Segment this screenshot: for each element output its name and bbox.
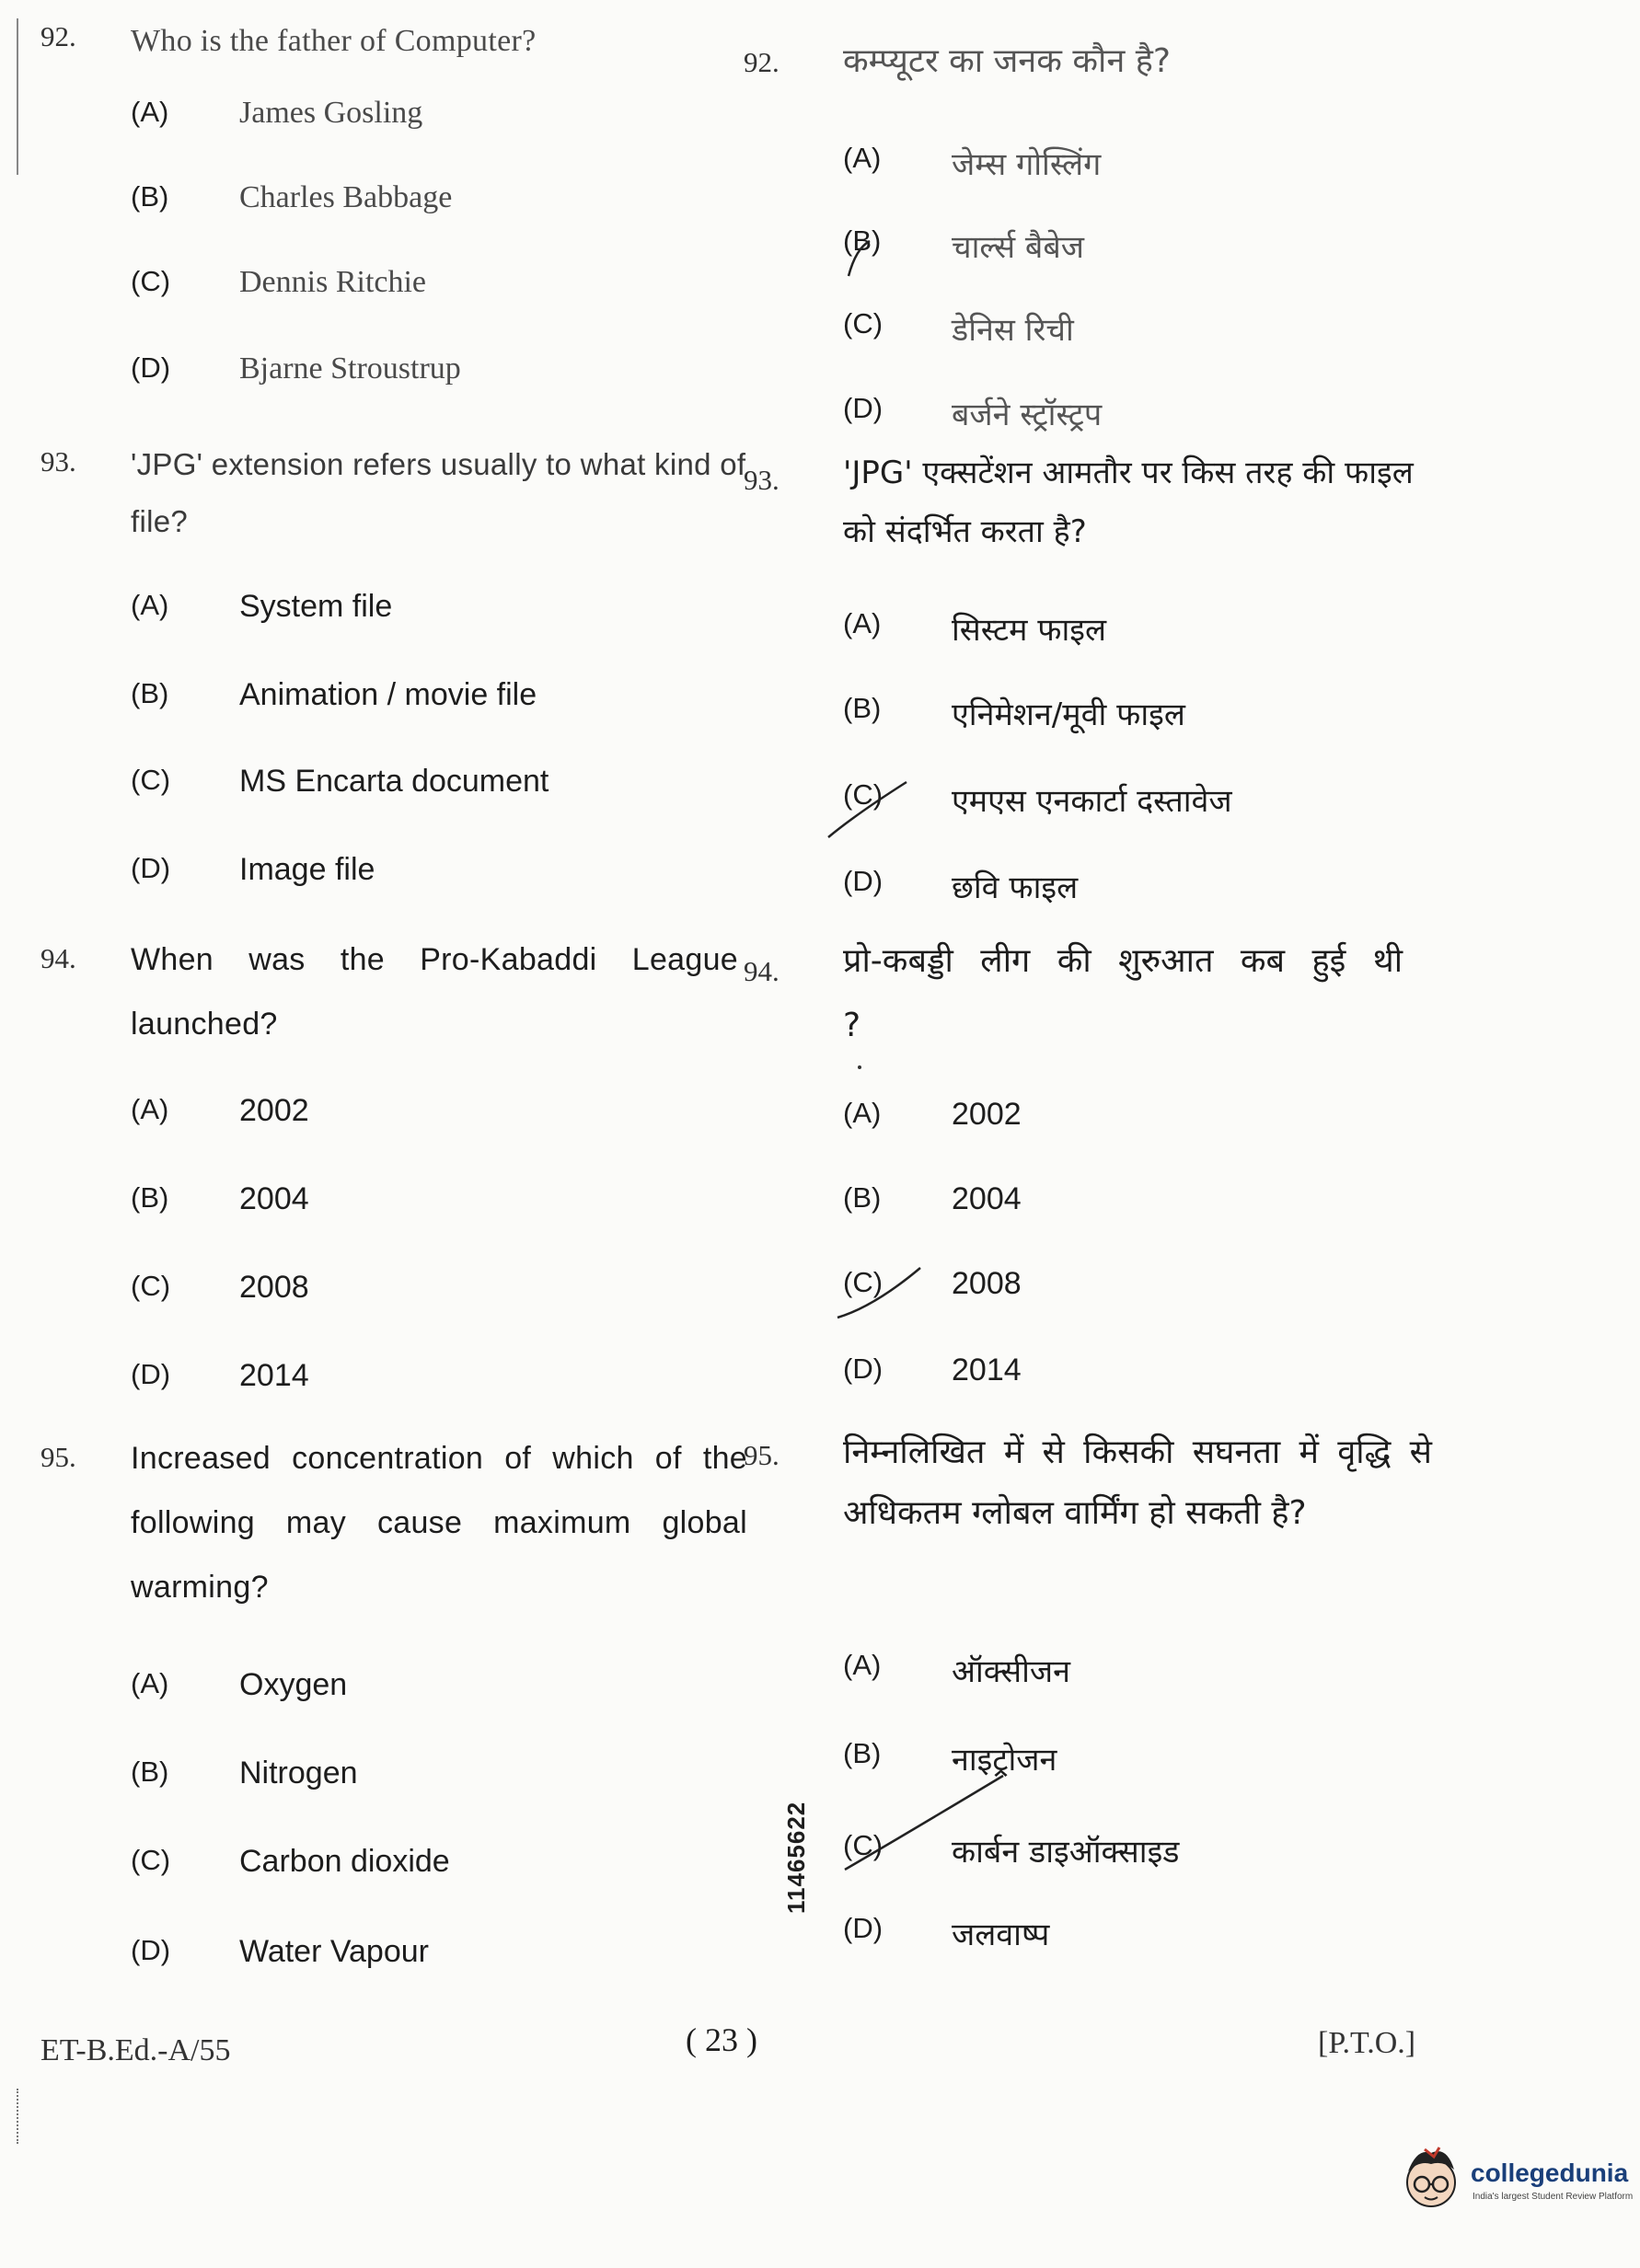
option-text: ऑक्सीजन <box>952 1653 1070 1690</box>
option-text: Image file <box>239 852 375 887</box>
question-text: Who is the father of Computer? <box>131 24 537 58</box>
option-text: छवि फाइल <box>952 869 1079 906</box>
question-text: 'JPG' extension refers usually to what kind of file? <box>131 447 746 538</box>
option-text: नाइट्रोजन <box>952 1742 1057 1779</box>
option-text: Water Vapour <box>239 1934 429 1969</box>
option-text: जेम्स गोस्लिंग <box>952 146 1102 183</box>
question-text: प्रो-कबड्डी लीग की शुरुआत कब हुई थी ? <box>843 942 1403 1044</box>
tick-mark-q93 <box>828 782 907 837</box>
question-92-hi: 92. कम्प्यूटर का जनक कौन है? (A) जेम्स गोस्लिंग (B) चार्ल्स बैबेज (C) डेनिस रिची (D) बर्जने स्ट्रॉस्ट्रप <box>744 33 1461 438</box>
question-number: 94. <box>40 942 76 974</box>
question-93-hi: 93. 'JPG' एक्सटेंशन आमतौर पर किस तरह की फाइल को संदर्भित करता है? (A) सिस्टम फाइल (B) एनिमेशन/मूवी फाइल (C) एमएस एनकार्टा दस्तावेज (D) छवि फाइल <box>744 451 1461 929</box>
logo-mascot-icon <box>1399 2144 1463 2216</box>
option-text: 2002 <box>952 1097 1022 1132</box>
option-text: कार्बन डाइऑक्साइड <box>952 1834 1180 1871</box>
question-92-en: 92. Who is the father of Computer? (A) James Gosling (B) Charles Babbage (C) Dennis Ritchie (D) Bjarne Stroustrup <box>40 17 722 421</box>
option-text: डेनिस रिची <box>952 312 1074 349</box>
pto-label: [P.T.O.] <box>1318 2026 1416 2060</box>
option-text: 2002 <box>239 1093 309 1128</box>
question-93-en: 93. 'JPG' extension refers usually to what kind of file? (A) System file (B) Animation / movie file (C) MS Encarta document (D) Image file <box>40 442 722 920</box>
option-text: Nitrogen <box>239 1756 358 1790</box>
question-text: कम्प्यूटर का जनक कौन है? <box>843 42 1171 80</box>
option-text: MS Encarta document <box>239 764 549 799</box>
question-95-hi: 95. निम्नलिखित में से किसकी सघनता में वृद्धि से अधिकतम ग्लोबल वार्मिंग हो सकती है? (A) ऑक्सीजन (B) नाइट्रोजन (C) कार्बन डाइऑक्साइड (D) जलवाष्प <box>744 1432 1461 1984</box>
question-number: 92. <box>744 46 780 78</box>
option-text: एमएस एनकार्टा दस्तावेज <box>952 783 1232 820</box>
option-text: 2014 <box>952 1353 1022 1387</box>
tick-mark-q92 <box>849 241 870 276</box>
option-text: एनिमेशन/मूवी फाइल <box>952 697 1185 733</box>
option-text: James Gosling <box>239 96 423 130</box>
question-text: Increased concentration of which of the following may cause maximum global warming? <box>131 1441 747 1605</box>
paper-code: ET-B.Ed.-A/55 <box>40 2033 231 2067</box>
question-number: 95. <box>40 1441 76 1473</box>
tick-mark-q94 <box>837 1268 920 1318</box>
stray-dot <box>858 1065 861 1069</box>
logo-name: collegedunia <box>1471 2159 1629 2187</box>
question-95-en: 95. Increased concentration of which of the following may cause maximum global warming? (A) Oxygen (B) Nitrogen (C) Carbon dioxide (D) Water Vapour <box>40 1437 722 1989</box>
option-text: 2008 <box>952 1266 1022 1301</box>
collegedunia-logo <box>1399 2144 1634 2217</box>
question-94-hi: 94. प्रो-कबड्डी लीग की शुरुआत कब हुई थी ? (A) 2002 (B) 2004 (C) 2008 (D) 2014 <box>744 942 1461 1402</box>
question-94-en: 94. When was the Pro-Kabaddi League launched? (A) 2002 (B) 2004 (C) 2008 (D) 2014 <box>40 938 722 1399</box>
option-text: जलवाष्प <box>952 1917 1050 1953</box>
question-text: When was the Pro-Kabaddi League launched? <box>131 942 738 1042</box>
tick-mark-q95 <box>845 1776 1003 1870</box>
option-text: सिस्टम फाइल <box>952 612 1107 649</box>
option-text: System file <box>239 589 393 624</box>
question-number: 95. <box>744 1439 780 1471</box>
option-text: बर्जने स्ट्रॉस्ट्रप <box>952 397 1103 433</box>
serial-number: 11465622 <box>782 1801 810 1914</box>
option-text: Dennis Ritchie <box>239 265 427 299</box>
question-number: 94. <box>744 955 780 987</box>
margin-dots <box>17 2089 20 2144</box>
question-number: 93. <box>40 445 76 478</box>
option-text: 2004 <box>952 1181 1022 1216</box>
question-text: निम्नलिखित में से किसकी सघनता में वृद्धि से अधिकतम ग्लोबल वार्मिंग हो सकती है? <box>843 1433 1432 1532</box>
question-text: 'JPG' एक्सटेंशन आमतौर पर किस तरह की फाइल को संदर्भित करता है? <box>843 455 1414 550</box>
option-text: 2014 <box>239 1358 309 1393</box>
option-text: 2004 <box>239 1181 309 1216</box>
option-text: Animation / movie file <box>239 677 537 712</box>
page-number: ( 23 ) <box>686 2021 757 2058</box>
option-text: Bjarne Stroustrup <box>239 351 461 386</box>
option-text: 2008 <box>239 1270 309 1305</box>
option-text: Charles Babbage <box>239 180 453 214</box>
option-text: Oxygen <box>239 1667 348 1702</box>
option-text: चार्ल्स बैबेज <box>952 229 1084 266</box>
option-text: Carbon dioxide <box>239 1844 450 1879</box>
question-number: 92. <box>40 20 76 52</box>
question-number: 93. <box>744 464 780 496</box>
logo-tagline: India's largest Student Review Platform <box>1473 2192 1634 2202</box>
